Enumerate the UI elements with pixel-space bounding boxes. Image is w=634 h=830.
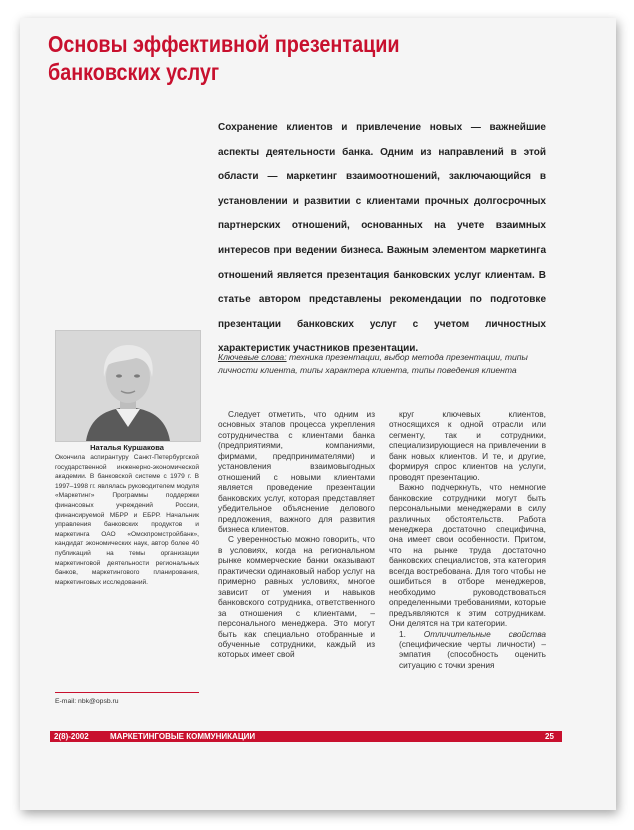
footer-section: МАРКЕТИНГОВЫЕ КОММУНИКАЦИИ (110, 732, 256, 741)
footer-issue: 2(8)-2002 (54, 732, 89, 741)
list-item-term: Отличительные свойства (423, 628, 546, 639)
author-name: Наталья Куршакова (90, 443, 164, 452)
keywords-text: техника презентации, выбор метода презентации, типы личности клиента, типы характера клиента, типы поведения клиента (218, 352, 528, 375)
keywords-label: Ключевые слова: (218, 352, 287, 362)
article-lead: Сохранение клиентов и привлечение новых — важнейшие аспекты деятельности банка. Одним из направлений в этой области — маркетинг взаимоотношений, заключающийся в установлении и развитии с клиентами прочных долгосрочных партнерских отношений, основанных на учете взаимных интересов при ведении бизнеса. Важным элементом маркетинга отношений является презентация банковских услуг клиентам. В статье автором представлены рекомендации по подготовке презентации банковских услуг с учетом личностных характеристик участников презентации. (218, 122, 546, 355)
body-paragraph: круг ключевых клиентов, относящихся к одной отрасли или сегменту, так и сотрудники, специализирующиеся на привлечении в банк новых клиентов. И те, и другие, формируя спрос клиентов на услуги, проводят презентацию. (389, 409, 546, 482)
author-email: E-mail: nbk@opsb.ru (55, 698, 119, 705)
body-column-2 (389, 409, 546, 670)
author-photo (55, 330, 201, 442)
author-bio: Окончила аспирантуру Санкт-Петербургской государственной инженерно-экономической академии. В банковской системе с 1979 г. В 1997–1998 гг. являлась руководителем модуля «Маркетинг» Программы поддержки финансовых учреждений России, финансируемой МБРР и ЕБРР. Начальник управления банковских продуктов и маркетинга ОАО «Омскпромстройбанк», кандидат экономических наук, автор более 40 публикаций на темы организации маркетинговой деятельности региональных банков, маркетингового планирования, маркетинговых исследований. (55, 454, 199, 586)
page-number: 25 (545, 732, 554, 741)
body-column-1 (218, 409, 375, 660)
body-paragraph: С уверенностью можно говорить, что в условиях, когда на региональном рынке коммерческие банки оказывают практически одинаковый набор услуг на примерно равных условиях, многое зависит от умения и навыков банковского сотрудника, ответственного за отношения с клиентами, – персонального менеджера. Это могут быть как специально отобранные и обученные сотрудники, каждый из которых имеет свой (218, 534, 375, 660)
list-item-text: (специфические черты личности) – эмпатия (способность оценить ситуацию с точки зрения (399, 638, 546, 670)
bio-divider (55, 692, 199, 693)
list-item-number: 1. (399, 628, 424, 639)
body-paragraph: Следует отметить, что одним из основных этапов процесса укрепления сотрудничества с клиентами банка (предприятиями, компаниями, фирмами, предпринимателями) и установления взаимовыгодных отношений с новыми клиентами является проведение презентации банковских услуг, которая представляет убедительное объяснение делового предложения, важного для развития бизнеса клиентов. (218, 409, 375, 534)
body-paragraph: Важно подчеркнуть, что немногие банковские сотрудники могут быть персональными менеджерами в силу различных обстоятельств. Работа менеджера достаточно специфична, она имеет свои особенности. Притом, что на рынке труда достаточно банковских специалистов, эта категория всегда востребована. Для того чтобы не ошибиться в отборе менеджеров, необходимо руководствоваться определенными требованиями, которые предъявляются к этим сотрудникам. Они делятся на три категории. (389, 482, 546, 629)
keywords (218, 351, 546, 377)
list-item (389, 629, 546, 671)
author-portrait-image (56, 331, 200, 441)
article-title: Основы эффективной презентации банковских услуг (48, 31, 400, 85)
